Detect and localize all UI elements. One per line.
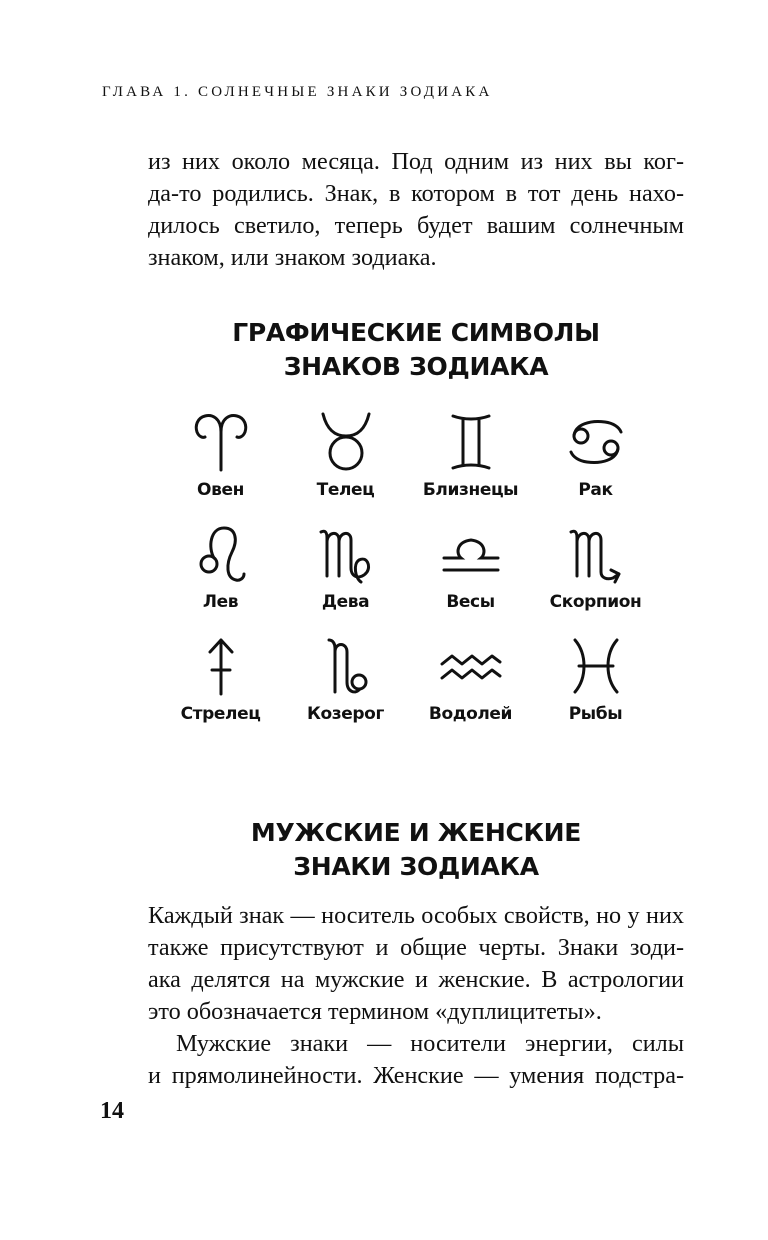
scorpio-icon (561, 522, 631, 586)
text-line: дилось светило, теперь будет вашим солнечным (148, 212, 684, 239)
text-line: и прямолинейности. Женские — умения подстра- (148, 1062, 684, 1089)
text-line: ака делятся на мужские и женские. В астрологии (148, 966, 684, 993)
zodiac-sign-aquarius (408, 634, 533, 724)
libra-icon (436, 522, 506, 586)
leo-icon (186, 522, 256, 586)
zodiac-sign-sagittarius (158, 634, 283, 724)
sign-label: Козерог (307, 704, 384, 724)
zodiac-symbols-grid (158, 410, 658, 750)
zodiac-sign-gemini (408, 410, 533, 500)
running-head: ГЛАВА 1. СОЛНЕЧНЫЕ ЗНАКИ ЗОДИАКА (102, 84, 493, 100)
sagittarius-icon (186, 634, 256, 698)
section-title-symbols (148, 316, 684, 384)
zodiac-sign-taurus (283, 410, 408, 500)
gemini-icon (436, 410, 506, 474)
sign-label: Телец (316, 480, 375, 500)
zodiac-sign-capricorn (283, 634, 408, 724)
cancer-icon (561, 410, 631, 474)
section-title-line: ЗНАКИ ЗОДИАКА (293, 852, 539, 881)
zodiac-sign-pisces (533, 634, 658, 724)
section-title-line: ЗНАКОВ ЗОДИАКА (283, 352, 549, 381)
section-title-line: МУЖСКИЕ И ЖЕНСКИЕ (250, 818, 582, 847)
sign-label: Рыбы (568, 704, 623, 724)
aries-icon (186, 410, 256, 474)
zodiac-sign-aries (158, 410, 283, 500)
zodiac-sign-libra (408, 522, 533, 612)
pisces-icon (561, 634, 631, 698)
text-line: знаком, или знаком зодиака. (148, 244, 437, 271)
zodiac-sign-virgo (283, 522, 408, 612)
section-title-line: ГРАФИЧЕСКИЕ СИМВОЛЫ (232, 318, 600, 347)
zodiac-sign-scorpio (533, 522, 658, 612)
sign-label: Весы (446, 592, 495, 612)
sign-label: Лев (202, 592, 239, 612)
sign-label: Стрелец (180, 704, 261, 724)
text-line: Каждый знак — носитель особых свойств, но у них (148, 902, 684, 929)
sign-label: Водолей (428, 704, 513, 724)
text-line: также присутствуют и общие черты. Знаки зоди- (148, 934, 684, 961)
intro-paragraph (148, 146, 684, 274)
aquarius-icon (436, 634, 506, 698)
virgo-icon (311, 522, 381, 586)
text-line: это обозначается термином «дуплицитеты». (148, 998, 602, 1025)
zodiac-sign-cancer (533, 410, 658, 500)
page-number: 14 (100, 1098, 124, 1124)
sign-label: Рак (578, 480, 613, 500)
sign-label: Скорпион (549, 592, 642, 612)
sign-label: Близнецы (422, 480, 519, 500)
text-line: из них около месяца. Под одним из них вы ког- (148, 148, 684, 175)
taurus-icon (311, 410, 381, 474)
body-text (148, 900, 684, 1092)
section-title-duplicity (148, 816, 684, 884)
sign-label: Дева (321, 592, 370, 612)
text-line: да-то родились. Знак, в котором в тот день нахо- (148, 180, 684, 207)
zodiac-sign-leo (158, 522, 283, 612)
text-line: Мужские знаки — носители энергии, силы (176, 1030, 684, 1057)
sign-label: Овен (197, 480, 244, 500)
capricorn-icon (311, 634, 381, 698)
